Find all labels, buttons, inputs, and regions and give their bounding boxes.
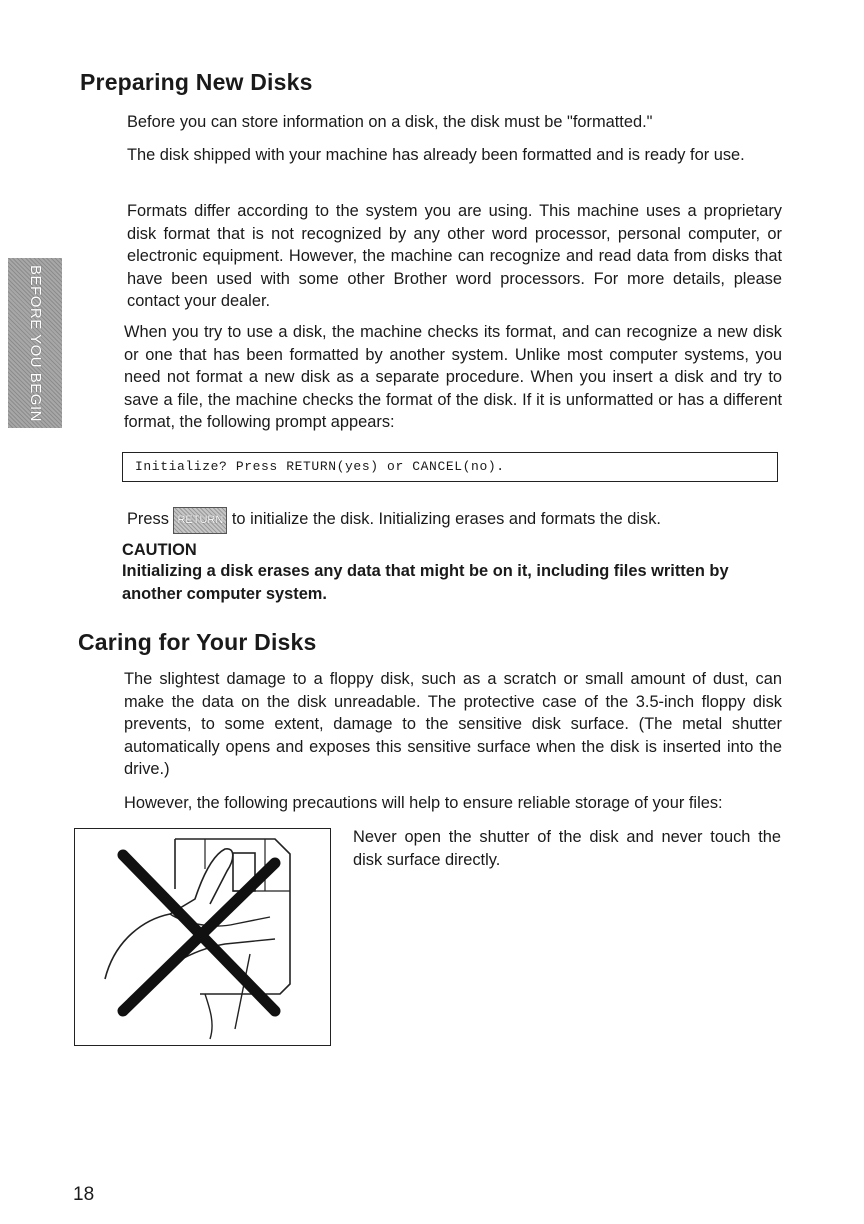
paragraph: Formats differ according to the system you are using. This machine uses a proprietary disk format that is not recognized by any other word processor, personal computer, or electronic equipment. However, the machine can recognize and read data from disks that have been used with some other Brother word processors. For more details, please contact your dealer. bbox=[127, 202, 782, 310]
press-text: Press bbox=[127, 510, 169, 528]
disk-hand-cross-icon bbox=[75, 829, 332, 1047]
return-key-icon: RETURN bbox=[173, 507, 227, 534]
section-title-preparing: Preparing New Disks bbox=[80, 69, 313, 95]
do-not-touch-illustration bbox=[74, 828, 331, 1046]
paragraph: The slightest damage to a floppy disk, such as a scratch or small amount of dust, can make the data on the disk unreadable. The protective case of the 3.5-inch floppy disk prevents, to some extent, damage to the sensitive disk surface. (The metal shutter automatically opens and exposes this sensitive surface when the disk is inserted into the drive.) bbox=[124, 670, 782, 778]
press-after-text: to initialize the disk. Initializing erases and formats the disk. bbox=[231, 510, 661, 528]
caution-text: Initializing a disk erases any data that might be on it, including files written by another computer system. bbox=[122, 562, 729, 603]
press-return-line bbox=[127, 507, 787, 534]
precaution-text: Never open the shutter of the disk and never touch the disk surface directly. bbox=[353, 828, 781, 869]
caution-title: CAUTION bbox=[122, 541, 197, 559]
section-title-caring: Caring for Your Disks bbox=[78, 629, 317, 655]
side-tab-label: BEFORE YOU BEGIN bbox=[26, 264, 44, 422]
page-number: 18 bbox=[73, 1184, 95, 1205]
prompt-box bbox=[122, 452, 778, 482]
prompt-text: Initialize? Press RETURN(yes) or CANCEL(no). bbox=[135, 459, 505, 474]
paragraph: However, the following precautions will help to ensure reliable storage of your files: bbox=[124, 794, 723, 812]
side-tab bbox=[8, 258, 62, 428]
paragraph: Before you can store information on a disk, the disk must be "formatted." bbox=[127, 113, 653, 131]
paragraph: When you try to use a disk, the machine checks its format, and can recognize a new disk or one that has been formatted by another system. Unlike most computer systems, you need not format a new disk as a separate procedure. When you insert a disk and try to save a file, the machine checks the format of the disk. If it is unformatted or has a different format, the following prompt appears: bbox=[124, 323, 782, 431]
paragraph: The disk shipped with your machine has already been formatted and is ready for use. bbox=[127, 146, 745, 164]
